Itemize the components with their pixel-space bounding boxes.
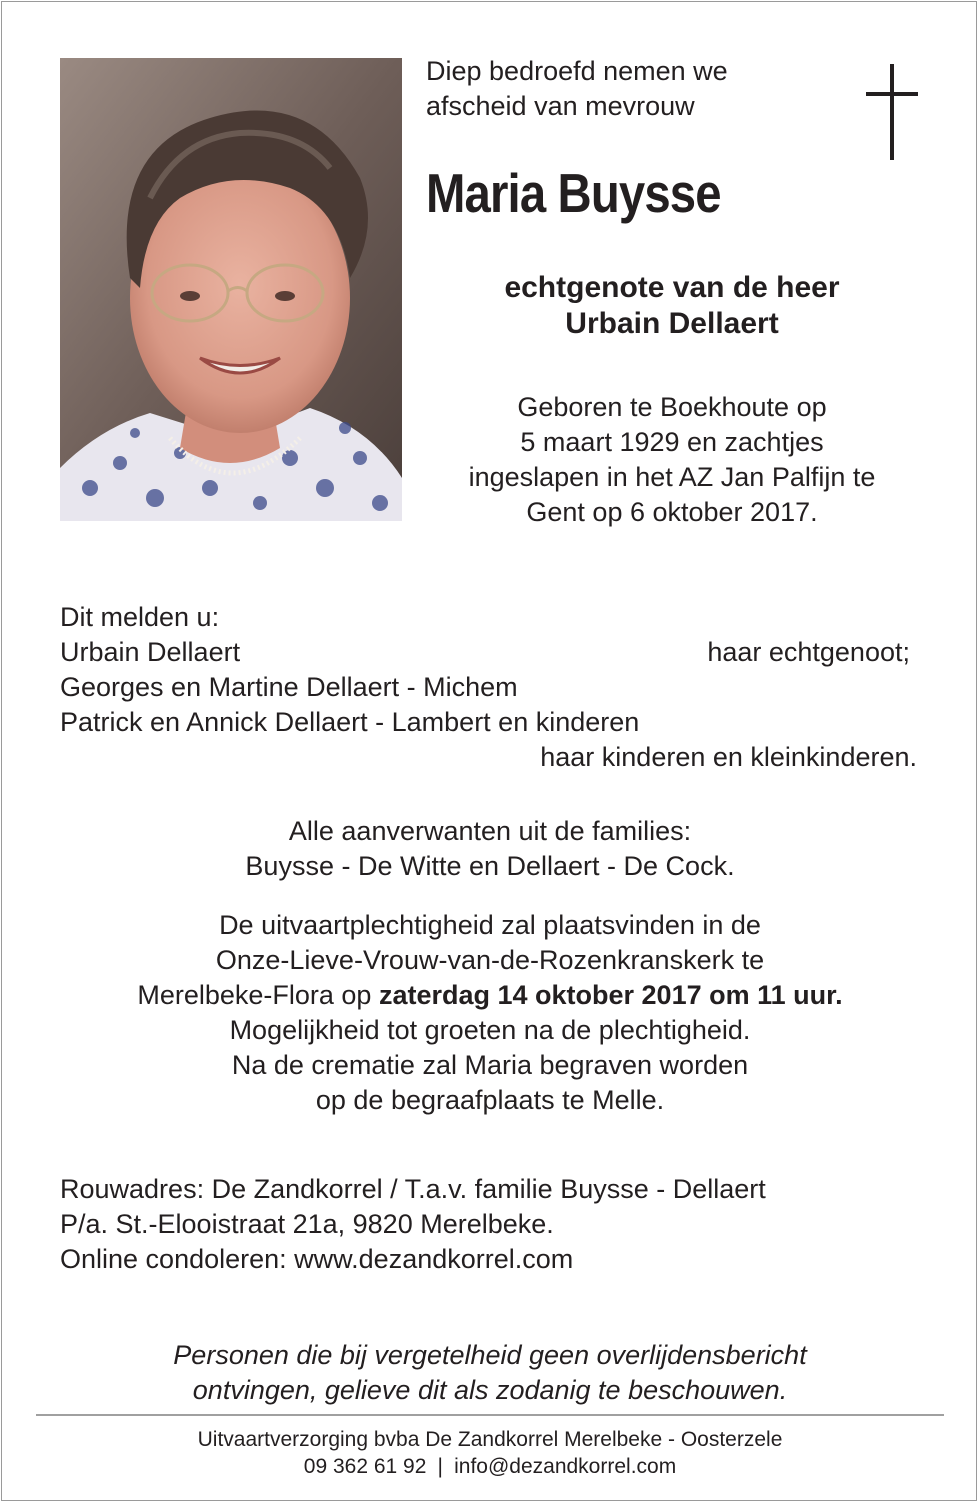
ceremony-line: Onze-Lieve-Vrouw-van-de-Rozenkranskerk te xyxy=(215,945,765,975)
address-text xyxy=(60,1172,766,1277)
ceremony-datetime: zaterdag 14 oktober 2017 om 11 uur. xyxy=(378,980,843,1010)
spouse-name: Urbain Dellaert xyxy=(565,307,779,340)
families-line: Buysse - De Witte en Dellaert - De Cock. xyxy=(245,851,735,881)
birth-death-text xyxy=(430,390,914,530)
families-line: Alle aanverwanten uit de families: xyxy=(288,816,692,846)
announce-heading: Dit melden u: xyxy=(60,602,220,632)
footer-contact xyxy=(36,1453,944,1480)
born-line: ingeslapen in het AZ Jan Palfijn te xyxy=(468,462,876,492)
notice-line: ontvingen, gelieve dit als zodanig te beschouwen. xyxy=(192,1375,788,1405)
footer-phone: 09 362 61 92 xyxy=(303,1455,427,1478)
spouse-line: echtgenote van de heer xyxy=(504,271,840,304)
families-text xyxy=(60,814,920,884)
footer-divider xyxy=(36,1414,944,1416)
ceremony-line: Mogelijkheid tot groeten na de plechtigheid. xyxy=(229,1015,751,1045)
notice-text xyxy=(60,1338,920,1408)
ceremony-text xyxy=(60,908,920,1118)
announce-child: Patrick en Annick Dellaert - Lambert en kinderen xyxy=(60,707,640,737)
ceremony-place: Merelbeke-Flora op xyxy=(137,980,379,1010)
address-line: Online condoleren: www.dezandkorrel.com xyxy=(60,1244,574,1274)
born-line: Gent op 6 oktober 2017. xyxy=(526,497,818,527)
born-line: 5 maart 1929 en zachtjes xyxy=(520,427,824,457)
ceremony-line: Na de crematie zal Maria begraven worden xyxy=(231,1050,749,1080)
address-line: P/a. St.-Elooistraat 21a, 9820 Merelbeke. xyxy=(60,1209,554,1239)
announce-row xyxy=(60,635,920,670)
footer xyxy=(36,1426,944,1480)
announcement-list xyxy=(60,600,920,775)
footer-company: Uitvaartverzorging bvba De Zandkorrel Merelbeke - Oosterzele xyxy=(197,1428,783,1451)
cross-icon xyxy=(862,64,922,160)
footer-email: info@dezandkorrel.com xyxy=(454,1455,677,1478)
announce-spouse-role: haar echtgenoot; xyxy=(707,637,910,667)
intro-line: afscheid van mevrouw xyxy=(426,91,695,121)
portrait-photo xyxy=(60,58,402,521)
intro-line: Diep bedroefd nemen we xyxy=(426,56,728,86)
announce-spouse-name: Urbain Dellaert xyxy=(60,637,241,667)
ceremony-line: De uitvaartplechtigheid zal plaatsvinden in de xyxy=(219,910,761,940)
deceased-name: Maria Buysse xyxy=(426,162,721,224)
notice-line: Personen die bij vergetelheid geen overlijdensbericht xyxy=(173,1340,807,1370)
born-line: Geboren te Boekhoute op xyxy=(517,392,827,422)
footer-separator: | xyxy=(437,1455,443,1478)
address-line: Rouwadres: De Zandkorrel / T.a.v. familie Buysse - Dellaert xyxy=(60,1174,766,1204)
intro-text xyxy=(426,54,728,124)
announce-child: Georges en Martine Dellaert - Michem xyxy=(60,672,518,702)
spouse-text xyxy=(430,270,914,342)
ceremony-line: op de begraafplaats te Melle. xyxy=(315,1085,665,1115)
announce-children-role: haar kinderen en kleinkinderen. xyxy=(540,742,917,772)
ceremony-line xyxy=(60,978,920,1013)
